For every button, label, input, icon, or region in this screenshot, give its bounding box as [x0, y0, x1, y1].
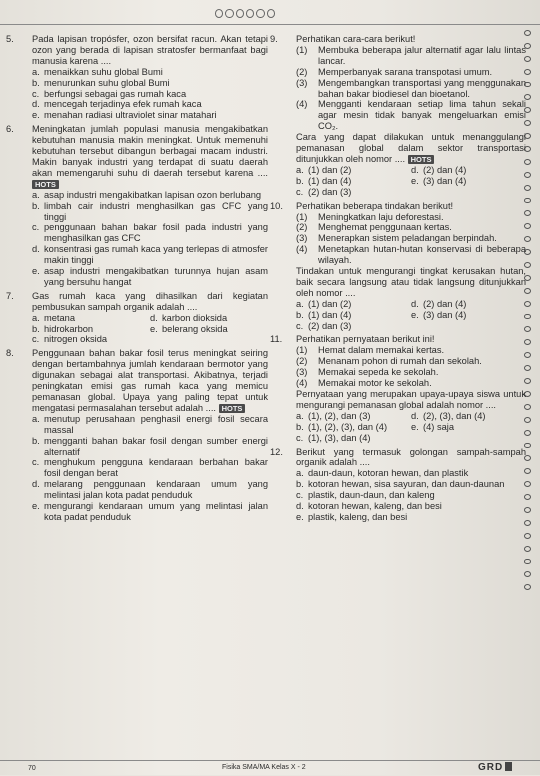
question-text: Berikut yang termasuk golongan sampah-sampah organik adalah .... [296, 446, 526, 468]
page-number: 70 [28, 765, 36, 772]
answer-option-text: (3) dan (4) [423, 175, 467, 186]
statement [296, 233, 526, 244]
statement-text: Meningkatkan laju deforestasi. [318, 211, 444, 222]
answer-option [32, 244, 268, 266]
question-number: 7. [6, 290, 14, 301]
answer-option-label: d. [411, 298, 419, 309]
answer-option-label: b. [32, 323, 40, 334]
answer-option-label: c. [32, 334, 40, 345]
answer-option-label: a. [296, 298, 304, 309]
answer-option-label: b. [296, 479, 304, 490]
answer-option-text: mengurangi kendaraan umum yang melintasi jalan kota padat penduduk [44, 501, 268, 522]
question-number: 9. [270, 34, 278, 44]
answer-option [411, 321, 526, 332]
statement-text: Memakai sepeda ke sekolah. [318, 367, 439, 378]
answer-option [411, 299, 526, 310]
answer-option [296, 479, 526, 490]
statement-text: Menanam pohon di rumah dan sekolah. [318, 356, 482, 367]
answer-option-text: (1), (3), dan (4) [308, 432, 371, 443]
spiral-ring-icon [524, 571, 531, 577]
question-text: Perhatikan cara-cara berikut! [296, 34, 416, 44]
answer-option-label: a. [296, 164, 304, 175]
answer-option-text: nitrogen oksida [44, 334, 108, 345]
answer-option [32, 201, 268, 223]
question-text: Perhatikan pernyataan berikut ini! [296, 334, 435, 345]
statement-text: Memperbanyak sarana transpotasi umum. [318, 66, 493, 77]
answer-option-text: menutup perusahaan penghasil energi fosil secara massal [44, 413, 268, 435]
question-number: 11. [270, 334, 283, 345]
answer-option-text: asap industri mengakibatkan lapisan ozon berlubang [44, 189, 262, 200]
answer-option [296, 310, 411, 321]
answer-option [296, 490, 526, 501]
statement-label: (2) [296, 222, 308, 233]
statement [296, 244, 526, 266]
answer-option-text: (2) dan (3) [308, 186, 352, 197]
answer-option-label: e. [296, 511, 304, 522]
answer-option [296, 512, 526, 523]
right-column [270, 34, 526, 526]
answer-option [296, 187, 411, 198]
question-stem: Cara yang dapat dilakukan untuk menanggulangi pemanasan global dalam sektor transportasi ditunjukkan oleh nomor .... HOTS [296, 132, 526, 164]
statement [296, 212, 526, 223]
statement [296, 45, 526, 67]
answer-option-text: hidrokarbon [44, 323, 94, 334]
spiral-ring-icon [524, 533, 531, 539]
answer-option-text: (2), (3), dan (4) [423, 410, 486, 421]
answer-option-text: menurunkan suhu global Bumi [44, 77, 170, 88]
question-text: Pada lapisan tropósfer, ozon bersifat racun. Akan tetapi ozon yang berada di lapisan stratosfer bermanfaat bagi manusia karena .... [32, 34, 268, 66]
page-footer [0, 760, 540, 776]
question-5 [6, 34, 268, 121]
question-7 [6, 291, 268, 346]
answer-option-text: menahan radiasi ultraviolet sinar matahari [44, 110, 217, 121]
answer-option [296, 321, 411, 332]
answer-option [32, 110, 268, 121]
question-number: 10. [270, 200, 283, 211]
statement-label: (2) [296, 356, 308, 367]
answer-option-label: e. [411, 309, 419, 320]
answer-option-label: e. [411, 421, 419, 432]
answer-option [32, 78, 268, 89]
statement [296, 367, 526, 378]
answer-option-label: a. [32, 413, 40, 424]
statement-label: (3) [296, 77, 308, 88]
answer-option-text: kotoran hewan, kaleng, dan besi [308, 501, 442, 512]
statement [296, 67, 526, 78]
answer-option [32, 501, 268, 523]
answer-option-text: metana [44, 312, 76, 323]
question-12 [270, 447, 526, 523]
answer-option-text: mengganti bahan bakar fosil dengan sumber energi alternatif [44, 435, 268, 457]
logo-mark-icon [505, 762, 512, 771]
question-number: 12. [270, 446, 283, 457]
hots-badge: HOTS [32, 180, 59, 189]
answer-option-text: konsentrasi gas rumah kaca yang terlepas di atmosfer makin tinggi [44, 244, 268, 266]
answer-option-label: b. [296, 175, 304, 186]
answer-option [32, 313, 150, 324]
statement-label: (1) [296, 211, 308, 222]
answer-option-text: menghukum pengguna kendaraan berbahan bakar fosil dengan berat [44, 457, 268, 479]
question-number: 8. [6, 348, 14, 359]
answer-option [296, 165, 411, 176]
answer-option-label: a. [32, 312, 40, 323]
question-text: Gas rumah kaca yang dihasilkan dari kegiatan pembusukan sampah organik adalah .... [32, 290, 268, 312]
statement-label: (4) [296, 99, 308, 110]
answer-option [411, 411, 526, 422]
statement-text: Mengembangkan transportasi yang menggunakan bahan bakar biodiesel dan bioetanol. [318, 77, 526, 99]
answer-option-label: a. [32, 189, 40, 200]
answer-option [32, 222, 268, 244]
answer-option [32, 334, 150, 345]
statement [296, 222, 526, 233]
answer-option-label: e. [32, 266, 40, 277]
answer-option [296, 433, 411, 444]
answer-option-label: d. [411, 410, 419, 421]
question-9 [270, 34, 526, 198]
question-11 [270, 334, 526, 443]
answer-option-text: limbah cair industri menghasilkan gas CFC yang tinggi [44, 200, 268, 222]
answer-option [296, 176, 411, 187]
question-10 [270, 201, 526, 332]
statement-label: (3) [296, 367, 308, 378]
answer-option [150, 313, 268, 324]
answer-option-label: d. [32, 99, 40, 110]
decorative-rings-icon [215, 9, 275, 23]
answer-option-label: d. [32, 244, 40, 255]
answer-option [411, 165, 526, 176]
statement [296, 356, 526, 367]
question-stem: Tindakan untuk mengurangi tingkat kerusakan hutan, baik secara langsung atau tidak langsung ditunjukkan oleh nomor .... [296, 266, 526, 298]
statement [296, 378, 526, 389]
answer-option-text: (1) dan (2) [308, 298, 352, 309]
answer-option-label: c. [296, 186, 304, 197]
answer-option-label: d. [296, 501, 304, 512]
answer-option-text: mencegah terjadinya efek rumah kaca [44, 99, 202, 110]
answer-option-label: c. [32, 222, 40, 233]
answer-option [32, 324, 150, 335]
answer-option-text: kotoran hewan, sisa sayuran, dan daun-daunan [308, 479, 505, 490]
statement-label: (1) [296, 345, 308, 356]
statement-text: Mengganti kendaraan setiap lima tahun sekali agar mesin tidak banyak mengeluarkan emisi CO₂. [318, 99, 526, 132]
answer-option-label: e. [411, 175, 419, 186]
answer-option-text: (1) dan (4) [308, 309, 352, 320]
answer-option [296, 299, 411, 310]
spiral-ring-icon [524, 584, 531, 590]
statement-label: (4) [296, 378, 308, 389]
answer-option [32, 266, 268, 288]
answer-option-label: e. [150, 323, 158, 334]
publisher-logo: GRD [478, 762, 512, 773]
statement-text: Menerapkan sistem peladangan berpindah. [318, 233, 497, 244]
top-border [0, 12, 540, 25]
answer-option-text: (4) saja [423, 421, 455, 432]
answer-option-label: c. [296, 490, 304, 501]
answer-option-label: d. [32, 479, 40, 490]
answer-option-label: b. [32, 435, 40, 446]
answer-option-label: c. [296, 320, 304, 331]
answer-option [411, 422, 526, 433]
statement-label: (1) [296, 44, 308, 55]
answer-option-label: e. [32, 501, 40, 512]
answer-option-label: b. [32, 200, 40, 211]
answer-option-text: (1) dan (2) [308, 164, 352, 175]
answer-option [411, 187, 526, 198]
answer-option-label: a. [296, 468, 304, 479]
answer-option [32, 89, 268, 100]
answer-option-label: b. [32, 77, 40, 88]
answer-option [32, 67, 268, 78]
answer-option-text: asap industri mengakibatkan turunnya hujan asam yang bersuhu hangat [44, 266, 268, 287]
question-stem: Pernyataan yang merupakan upaya-upaya siswa untuk mengurangi pemanasan global adalah nomor .... [296, 389, 526, 410]
answer-option-text: berfungsi sebagai gas rumah kaca [44, 88, 187, 99]
answer-option-label: c. [32, 88, 40, 99]
answer-option [296, 468, 526, 479]
answer-option-text: (1), (2), dan (3) [308, 410, 371, 421]
answer-option-label: a. [32, 66, 40, 77]
question-text: Meningkatan jumlah populasi manusia mengakibatkan kebutuhan manusia makin meningkat. Untuk memenuhi kebutuhan tersebut dibangun berbagai macam industri. Makin banyak industri yang terdapat di suatu daerah akan memengaruhi suhu di daerah tersebut karena .... HOTS [32, 124, 268, 189]
statement-label: (4) [296, 244, 308, 255]
answer-option-text: belerang oksida [162, 323, 228, 334]
answer-option [296, 422, 411, 433]
answer-option-label: e. [32, 110, 40, 121]
book-title: Fisika SMA/MA Kelas X - 2 [222, 764, 306, 771]
answer-option-text: melarang penggunaan kendaraan umum yang melintasi jalan kota padat penduduk [44, 479, 268, 501]
answer-option-text: (2) dan (4) [423, 298, 467, 309]
statement-text: Menghemat penggunaan kertas. [318, 222, 452, 233]
statement [296, 78, 526, 100]
answer-option-text: plastik, daun-daun, dan kaleng [308, 490, 435, 501]
answer-option [150, 324, 268, 335]
question-number: 5. [6, 34, 14, 44]
answer-option [150, 334, 268, 345]
answer-option [296, 411, 411, 422]
statement-label: (2) [296, 66, 308, 77]
spiral-ring-icon [524, 546, 531, 552]
answer-option-text: menaikkan suhu global Bumi [44, 66, 163, 77]
statement-text: Memakai motor ke sekolah. [318, 378, 432, 389]
answer-option-text: (2) dan (4) [423, 164, 467, 175]
answer-option-label: d. [150, 312, 158, 323]
question-6 [6, 124, 268, 288]
answer-option-text: karbon dioksida [162, 312, 228, 323]
answer-option [296, 501, 526, 512]
spiral-ring-icon [524, 559, 531, 565]
answer-option-label: c. [32, 457, 40, 468]
answer-option [411, 310, 526, 321]
left-column [6, 34, 268, 526]
answer-option-label: b. [296, 421, 304, 432]
answer-option [411, 176, 526, 187]
statement-text: Hemat dalam memakai kertas. [318, 345, 445, 356]
question-text: Perhatikan beberapa tindakan berikut! [296, 200, 454, 211]
answer-option-text: daun-daun, kotoran hewan, dan plastik [308, 468, 469, 479]
answer-option-text: (1) dan (4) [308, 175, 352, 186]
answer-option-text: plastik, kaleng, dan besi [308, 511, 408, 522]
statement-label: (3) [296, 233, 308, 244]
question-number: 6. [6, 124, 14, 135]
statement-text: Menetapkan hutan-hutan konservasi di beberapa wilayah. [318, 244, 526, 266]
hots-badge: HOTS [219, 404, 246, 413]
answer-option [32, 190, 268, 201]
answer-option [32, 99, 268, 110]
answer-option [32, 436, 268, 458]
answer-option-label: c. [296, 432, 304, 443]
answer-option-text: (3) dan (4) [423, 309, 467, 320]
statement-text: Membuka beberapa jalur alternatif agar lalu lintas lancar. [318, 44, 526, 66]
answer-option [32, 479, 268, 501]
statement [296, 99, 526, 132]
answer-option-text: (1), (2), (3), dan (4) [308, 421, 388, 432]
answer-option-text: (2) dan (3) [308, 320, 352, 331]
hots-badge: HOTS [408, 155, 435, 164]
answer-option [32, 457, 268, 479]
answer-option-label: d. [411, 164, 419, 175]
answer-option-text: penggunaan bahan bakar fosil pada industri yang menghasilkan gas CFC [44, 222, 268, 244]
answer-option-label: a. [296, 410, 304, 421]
question-8 [6, 348, 268, 523]
question-text: Penggunaan bahan bakar fosil terus meningkat seiring dengan bertambahnya jumlah kendaraan bermotor yang digunakan sebagai alat transportasi. Akibatnya, terjadi peningkatan emisi gas rumah kaca yang memicu pemanasan global. Upaya yang paling tepat untuk mengatasi permasalahan tersebut adalah .... HOTS [32, 348, 268, 413]
answer-option [411, 433, 526, 444]
answer-option [32, 414, 268, 436]
statement [296, 345, 526, 356]
answer-option-label: b. [296, 309, 304, 320]
